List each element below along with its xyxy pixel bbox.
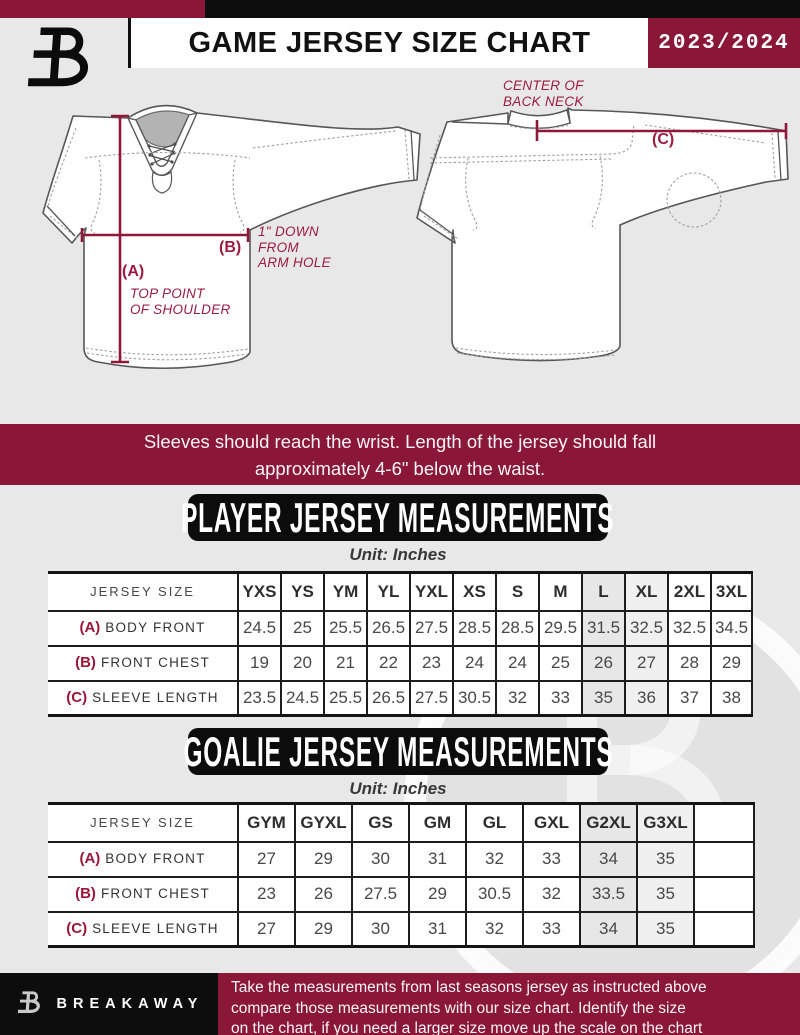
cell: 35: [637, 912, 694, 947]
size-col: YM: [324, 573, 367, 611]
cell: 29.5: [539, 611, 582, 646]
cell: 27.5: [352, 877, 409, 912]
season-label: 2023/2024: [658, 31, 790, 55]
cell: 32.5: [625, 611, 668, 646]
cell: 33: [523, 842, 580, 877]
size-col: S: [496, 573, 539, 611]
player-header-row: [48, 573, 752, 611]
cell: 30.5: [453, 681, 496, 716]
cell: 31: [409, 912, 466, 947]
cell: 32: [523, 877, 580, 912]
footer-line-1: Take the measurements from last seasons jersey as instructed above: [231, 979, 707, 996]
cell: 27: [238, 842, 295, 877]
center-back-neck-note: CENTER OF BACK NECK: [503, 78, 584, 109]
goalie-row-body-front: (A) BODY FRONT 27 29 30 31 32 33 34 35: [48, 842, 754, 877]
size-col: YXL: [410, 573, 453, 611]
row-header: JERSEY SIZE: [90, 584, 195, 600]
cell: 22: [367, 646, 410, 681]
cell: 33: [539, 681, 582, 716]
cell: 28.5: [453, 611, 496, 646]
notice-line-1: Sleeves should reach the wrist. Length of the jersey should fall: [143, 430, 657, 452]
player-size-table: [48, 571, 753, 717]
goalie-size-table: [48, 802, 755, 948]
measure-c-tag: (C): [652, 131, 675, 148]
size-col: GL: [466, 804, 523, 842]
cell: 33: [523, 912, 580, 947]
cell: 29: [711, 646, 752, 681]
cell: 34.5: [711, 611, 752, 646]
cell: 21: [324, 646, 367, 681]
cell: 35: [582, 681, 625, 716]
cell: 34: [580, 842, 637, 877]
size-col: GS: [352, 804, 409, 842]
cell: 25.5: [324, 681, 367, 716]
cell: 29: [409, 877, 466, 912]
cell: 24.5: [238, 611, 281, 646]
page-title: GAME JERSEY SIZE CHART: [188, 26, 591, 59]
back-jersey-drawing: [417, 108, 788, 361]
cell: 25: [281, 611, 324, 646]
footer-instructions: [218, 973, 800, 1035]
measure-a-tag: (A): [122, 263, 145, 280]
cell: 31: [409, 842, 466, 877]
cell: 23.5: [238, 681, 281, 716]
size-col: YL: [367, 573, 410, 611]
cell: 24.5: [281, 681, 324, 716]
cell: 32: [466, 842, 523, 877]
measure-b-tag: (B): [219, 239, 242, 256]
goalie-row-sleeve-length: (C) SLEEVE LENGTH 27 29 30 31 32 33 34 35: [48, 912, 754, 947]
player-row-body-front: (A) BODY FRONT 24.5 25 25.5 26.5 27.5 28.5 28.5 29.5 31.5 32.5 32.5 34.5: [48, 611, 752, 646]
goalie-row-front-chest: (B) FRONT CHEST 23 26 27.5 29 30.5 32 33.5 35: [48, 877, 754, 912]
cell: 32: [466, 912, 523, 947]
cell: 24: [496, 646, 539, 681]
cell: 24: [453, 646, 496, 681]
measure-b-note: 1" DOWN FROM ARM HOLE: [258, 224, 331, 270]
cell: 26: [295, 877, 352, 912]
size-col: M: [539, 573, 582, 611]
size-col: GXL: [523, 804, 580, 842]
cell: 27: [238, 912, 295, 947]
empty-cell: [694, 877, 754, 912]
footer-line-2: compare those measurements with our size chart. Identify the size: [231, 999, 686, 1017]
cell: 30: [352, 912, 409, 947]
goalie-header-row: [48, 804, 754, 842]
player-unit-label: Unit: Inches: [349, 545, 447, 564]
size-col: YXS: [238, 573, 281, 611]
cell: 37: [668, 681, 711, 716]
size-col: G3XL: [637, 804, 694, 842]
cell: 30: [352, 842, 409, 877]
size-col: XS: [453, 573, 496, 611]
empty-cell: [694, 842, 754, 877]
jersey-diagrams: [0, 0, 800, 430]
cell: 35: [637, 842, 694, 877]
cell: 34: [580, 912, 637, 947]
cell: 20: [281, 646, 324, 681]
front-jersey-drawing: [43, 106, 420, 369]
cell: 19: [238, 646, 281, 681]
player-section-heading: PLAYER JERSEY MEASUREMENTS: [181, 493, 615, 541]
size-col: GYM: [238, 804, 295, 842]
goalie-unit-label: Unit: Inches: [349, 779, 447, 798]
footer-breakaway-logo: [15, 988, 47, 1020]
size-col: YS: [281, 573, 324, 611]
notice-line-2: approximately 4-6" below the waist.: [254, 457, 546, 479]
size-col: XL: [625, 573, 668, 611]
brand-name: BREAKAWAY: [56, 996, 204, 1012]
footer-line-3: on the chart, if you need a larger size move up the scale on the chart: [231, 1020, 703, 1035]
cell: 25.5: [324, 611, 367, 646]
cell: 26.5: [367, 681, 410, 716]
cell: 38: [711, 681, 752, 716]
cell: 32: [496, 681, 539, 716]
size-col: G2XL: [580, 804, 637, 842]
cell: 29: [295, 842, 352, 877]
cell: 32.5: [668, 611, 711, 646]
measure-a-note: TOP POINT OF SHOULDER: [130, 286, 231, 317]
cell: 26: [582, 646, 625, 681]
cell: 27.5: [410, 611, 453, 646]
size-col: GM: [409, 804, 466, 842]
cell: 26.5: [367, 611, 410, 646]
goalie-section-heading: GOALIE JERSEY MEASUREMENTS: [183, 727, 613, 775]
fit-notice-banner: [0, 424, 800, 485]
cell: 25: [539, 646, 582, 681]
cell: 23: [410, 646, 453, 681]
cell: 31.5: [582, 611, 625, 646]
footer-brand-box: [0, 973, 218, 1035]
row-header: JERSEY SIZE: [90, 815, 195, 831]
player-row-sleeve-length: (C) SLEEVE LENGTH 23.5 24.5 25.5 26.5 27.5 30.5 32 33 35 36 37 38: [48, 681, 752, 716]
cell: 30.5: [466, 877, 523, 912]
player-row-front-chest: (B) FRONT CHEST 19 20 21 22 23 24 24 25 26 27 28 29: [48, 646, 752, 681]
cell: 36: [625, 681, 668, 716]
cell: 29: [295, 912, 352, 947]
cell: 27: [625, 646, 668, 681]
size-col: 2XL: [668, 573, 711, 611]
cell: 23: [238, 877, 295, 912]
size-col: GYXL: [295, 804, 352, 842]
cell: 33.5: [580, 877, 637, 912]
cell: 27.5: [410, 681, 453, 716]
cell: 35: [637, 877, 694, 912]
size-col: 3XL: [711, 573, 752, 611]
cell: 28.5: [496, 611, 539, 646]
cell: 28: [668, 646, 711, 681]
empty-col: [694, 804, 754, 842]
size-col: L: [582, 573, 625, 611]
empty-cell: [694, 912, 754, 947]
